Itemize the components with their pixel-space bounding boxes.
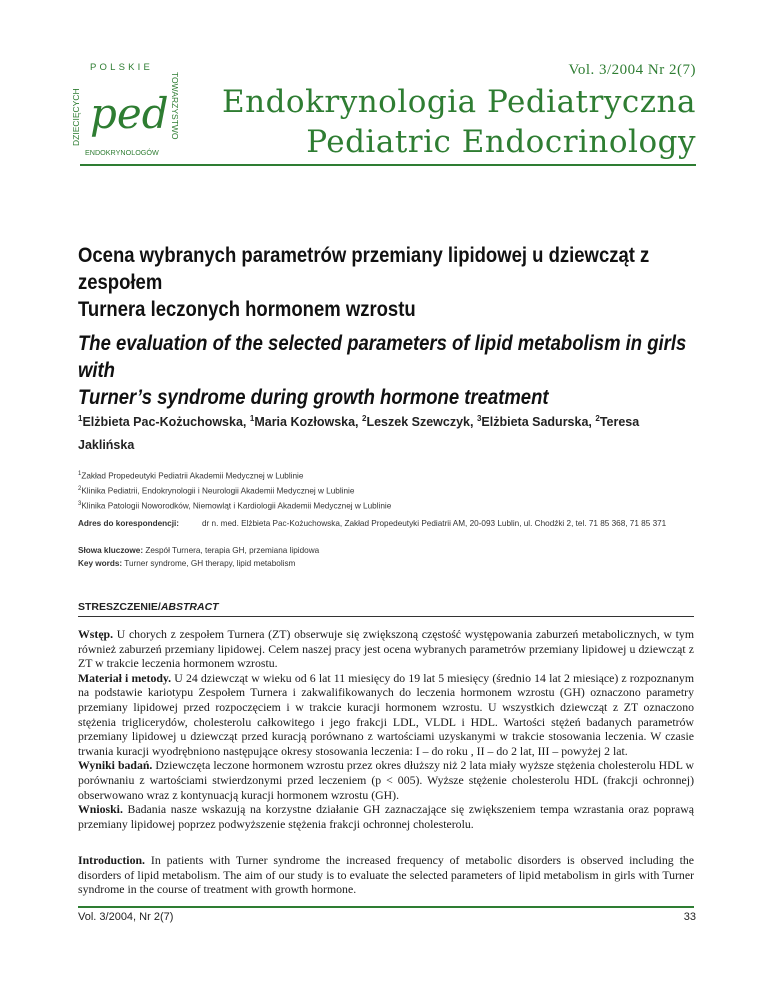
correspondence bbox=[78, 519, 666, 528]
author-list bbox=[78, 407, 698, 457]
logo-text-top: POLSKIE bbox=[90, 62, 154, 73]
title-pl-line-2: Turnera leczonych hormonem wzrostu bbox=[78, 297, 416, 321]
journal-title-pl: Endokrynologia Pediatryczna bbox=[221, 84, 696, 120]
abstract-divider bbox=[78, 616, 694, 617]
affiliation: $^1$Zakład Propedeutyki Pediatrii Akademii Medycznej w Lublinie bbox=[78, 471, 304, 481]
logo-text-bottom: ENDOKRYNOLOGÓW bbox=[85, 148, 159, 157]
logo-emblem bbox=[60, 58, 180, 158]
abstract-paragraph: Wnioski. Badania nasze wskazują na korzystne działanie GH zaznaczające się zwiększeniem tempa wzrastania oraz poprawą przemiany lipidowej poprzez podwyższenie stężenia frakcji ochronnej cholesterolu. bbox=[78, 802, 694, 831]
abstract-paragraph: Wyniki badań. Dziewczęta leczone hormonem wzrostu przez okres dłuższy niż 2 lata miały wyższe stężenia cholesterolu HDL w porównaniu z wartościami stwierdzonymi przed leczeniem (p < 005). Wyższe stężenie cholesterolu HDL (frakcji ochronnej) obserwowano wraz z kontynuacją kuracji hormonem wzrostu (GH). bbox=[78, 758, 694, 802]
affiliations bbox=[78, 468, 698, 514]
footer-divider bbox=[78, 906, 694, 908]
logo-monogram: ped bbox=[90, 89, 169, 138]
header-divider bbox=[80, 164, 696, 166]
author: $^1$Elżbieta Pac-Kożuchowska, bbox=[78, 414, 247, 430]
affiliation: $^2$Klinika Pediatrii, Endokrynologii i Neurologii Akademii Medycznej w Lublinie bbox=[78, 486, 355, 496]
affiliation: $^3$Klinika Patologii Noworodków, Niemowląt i Kardiologii Akademii Medycznej w Lublinie bbox=[78, 501, 392, 512]
author: $^2$Teresa Jaklińska bbox=[78, 414, 640, 453]
keywords bbox=[78, 545, 319, 570]
correspondence-text: dr n. med. Elżbieta Pac-Kożuchowska, Zakład Propedeutyki Pediatrii AM, 20-093 Lublin, ul. Chodźki 2, tel. 71 85 368, 71 85 371 bbox=[202, 519, 667, 528]
abstract-paragraph: Materiał i metody. U 24 dziewcząt w wieku od 6 lat 11 miesięcy do 19 lat 5 miesięcy (średnio 14 lat 2 miesiące) z rozpoznanym na podstawie kariotypu Zespołem Turnera i zakwalifikowanych do leczenia hormonem wzrostu (GH) oznaczono parametry przemiany lipidowej przed rozpoczęciem i w trakcie kuracji hormonem wzrostu. U wszystkich dziewcząt z ZT oznaczono stężenia triglicerydów, cholesterolu całkowitego i jego frakcji LDL, VLDL i HDL. Wartości stężeń badanych parametrów przemiany lipidowej u dziewcząt przed kuracją porównano z wartościami uzyskanymi w trakcie stosowania leczenia. W czasie trwania kuracji wyodrębniono następujące okresy stosowania leczenia: I – do roku , II – do 2 lat, III – powyżej 2 lat. bbox=[78, 670, 695, 758]
logo-text-right: TOWARZYSTWO bbox=[170, 72, 180, 140]
keywords-pl: Słowa kluczowe: Zespół Turnera, terapia GH, przemiana lipidowa bbox=[78, 546, 320, 555]
volume-label: Vol. 3/2004 Nr 2(7) bbox=[568, 62, 696, 78]
article-title-en bbox=[78, 330, 697, 411]
correspondence-label: Adres do korespondencji: bbox=[78, 519, 179, 528]
journal-logo bbox=[60, 58, 180, 158]
abstract-heading: STRESZCZENIE/ABSTRACT bbox=[78, 601, 219, 613]
journal-title-en: Pediatric Endocrinology bbox=[306, 124, 696, 160]
author: $^3$Elżbieta Sadurska, bbox=[476, 414, 592, 430]
title-pl-line-1: Ocena wybranych parametrów przemiany lipidowej u dziewcząt z zespołem bbox=[78, 243, 650, 294]
author: $^1$Maria Kozłowska, bbox=[249, 414, 359, 430]
title-en-line-2: Turner’s syndrome during growth hormone treatment bbox=[78, 385, 549, 409]
logo-text-left: DZIECIĘCYCH bbox=[71, 88, 81, 146]
article-title-pl bbox=[78, 242, 697, 323]
abstract-en: Introduction. In patients with Turner syndrome the increased frequency of metabolic disorders is observed including the disorders of lipid metabolism. The aim of our study is to evaluate the selected parameters of lipid metabolism in girls with Turner syndrome in the course of treatment with growth hormone. bbox=[78, 853, 695, 897]
footer-volume: Vol. 3/2004, Nr 2(7) bbox=[78, 911, 174, 923]
page-number: 33 bbox=[683, 911, 696, 923]
title-en-line-1: The evaluation of the selected parameters of lipid metabolism in girls with bbox=[78, 331, 687, 382]
abstract-paragraph: Wstęp. U chorych z zespołem Turnera (ZT) obserwuje się zwiększoną częstość występowania zaburzeń metabolicznych, w tym również zaburzeń przemiany lipidowej. Celem naszej pracy jest ocena wybranych parametrów przemiany lipidowej u dziewcząt z ZT w trakcie leczenia hormonem wzrostu. bbox=[78, 627, 694, 671]
keywords-en: Key words: Turner syndrome, GH therapy, lipid metabolism bbox=[78, 558, 296, 568]
author: $^2$Leszek Szewczyk, bbox=[362, 414, 474, 430]
abstract-pl bbox=[78, 627, 694, 831]
